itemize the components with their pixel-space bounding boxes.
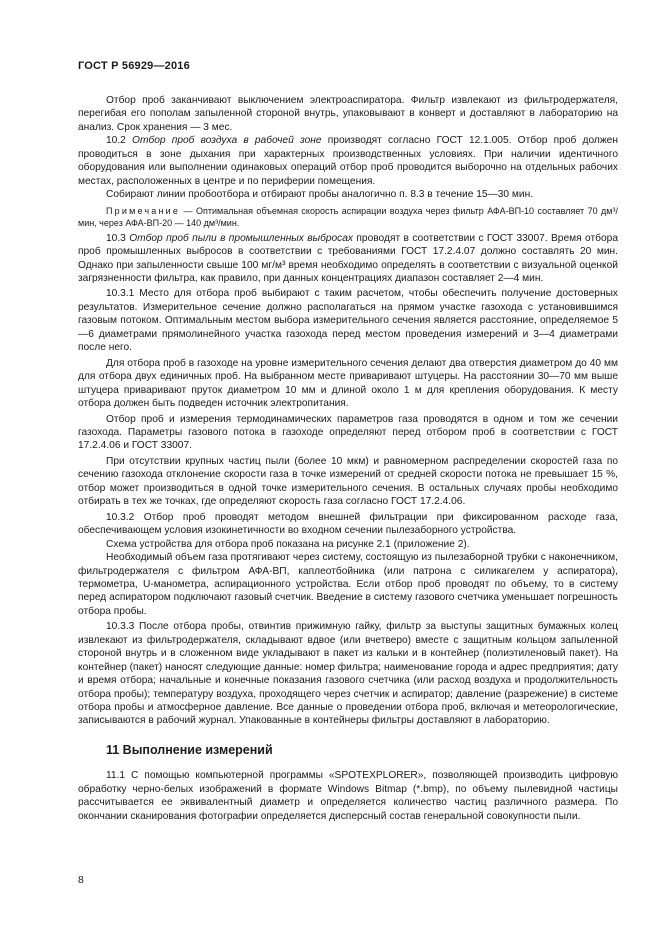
clause-text: проводят в соответствии с ГОСТ 33007. Время отбора проб промышленных выбросов в соответствии с требованиями ГОСТ 17.2.4.07 должно составлять 20 мин. Однако при запыленности свыше 100 мг/м³ время необходимо определять в соответствии с визуальной оценкой загрязненности фильтра, как правило, при данных концентрациях диапазон составляет 2—4 мин. — [78, 232, 618, 284]
paragraph-10-3 — [78, 232, 618, 286]
paragraph: Необходимый объем газа протягивают через систему, состоящую из пылезаборной трубки с наконечником, фильтродержателя с фильтром АФА-ВП, каплеотбойника (или патрона с силикагелем у аспиратора), термометра, U-манометра, аспирационного устройства. Если отбор проб проводят по объему, то в систему перед аспиратором подключают газовый счетчик. Введение в систему газового счетчика уменьшает погрешность отбора пробы. — [78, 552, 618, 617]
paragraph-11-1: 11.1 С помощью компьютерной программы «SPOTEXPLORER», позволяющей производить цифровую обработку черно-белых изображений в формате Windows Bitmap (*.bmp), по объему пылевидной частицы рассчитывается ее эквивалентный диаметр и определяется количество частиц различного размера. По окончании сканирования фотографии определяется дисперсный состав генеральной совокупности пыли. — [78, 770, 618, 822]
document-header: ГОСТ Р 56929—2016 — [78, 60, 190, 72]
note-text: — Оптимальная объемная скорость аспирации воздуха через фильтр АФА-ВП-10 составляет 70 дм³/мин, через АФА-ВП-20 — 140 дм³/мин. — [78, 205, 618, 228]
paragraph: Для отбора проб в газоходе на уровне измерительного сечения делают два отверстия диаметром до 40 мм для отбора двух единичных проб. На выбранном месте приваривают штуцеры. На расстоянии 30—70 мм выше штуцера приваривают пруток диаметром 10 мм и длиной около 1 м для крепления оборудования. К месту отбора должен быть подведен источник электропитания. — [78, 357, 618, 410]
clause-title: Отбор проб пыли в промышленных выбросах — [129, 232, 354, 244]
note — [78, 205, 618, 229]
clause-title: Отбор проб воздуха в рабочей зоне — [132, 135, 322, 147]
paragraph: Отбор проб заканчивают выключением электроаспиратора. Фильтр извлекают из фильтродержателя, перегибая его пополам запыленной стороной внутрь, упаковывают в конверт и доставляют в лабораторию на анализ. Срок хранения — 3 мес. — [78, 95, 618, 133]
clause-number: 10.2 — [106, 135, 133, 147]
note-label: Примечание — [106, 205, 181, 216]
section-heading: 11 Выполнение измерений — [106, 742, 273, 757]
paragraph: Схема устройства для отбора проб показана на рисунке 2.1 (приложение 2). — [106, 538, 470, 550]
paragraph-10-3-1: 10.3.1 Место для отбора проб выбирают с таким расчетом, чтобы обеспечить получение достоверных результатов. Измерительное сечение должно располагаться на прямом участке газохода с установившимся газовым потоком. Оптимальным местом выбора измерительного сечения является расстояние, определяемое 5—6 диаметрами прямолинейного участка газохода перед местом проведения измерений и 3—4 диаметрами после него. — [78, 288, 618, 354]
paragraph-10-2 — [78, 134, 618, 188]
paragraph-10-3-3: 10.3.3 После отбора пробы, отвинтив прижимную гайку, фильтр за выступы защитных бумажных колец извлекают из фильтродержателя, складывают вдвое (или вчетверо) вместе с защитным кольцом запыленной стороной внутрь и в сложенном виде укладывают в пакет из кальки и в контейнер (полиэтиленовый пакет). На контейнер (пакет) наносят следующие данные: номер фильтра; наименование города и адрес предприятия; дату и время отбора; начальные и конечные показания газового счетчика (или расход воздуха и продолжительность отбора пробы); температуру воздуха, проходящего через счетчик и аспиратор; давление (разрежение) в системе отбора пробы и атмосферное давление. Все данные о проведении отбора проб, включая и метеорологические, записываются в рабочий журнал. Упакованные в контейнеры фильтры доставляют в лабораторию. — [78, 621, 618, 727]
page-number: 8 — [78, 874, 84, 886]
page-body — [78, 94, 618, 823]
paragraph: Отбор проб и измерения термодинамических параметров газа проводятся в одном и том же сечении газохода. Параметры газового потока в газоходе определяют перед отбором проб в соответствии с ГОСТ 17.2.4.06 и ГОСТ 33007. — [78, 413, 618, 452]
paragraph: При отсутствии крупных частиц пыли (более 10 мкм) и равномерном распределении скоростей газа по сечению газохода отклонение скорости газа в точке измерений от средней скорости потока не превышает 15 %, отбор может производиться в одной точке измерительного сечения. В остальных случаях пробы необходимо отбирать в тех же точках, где определяют скорость газа согласно ГОСТ 17.2.4.06. — [78, 455, 618, 508]
paragraph-10-3-2: 10.3.2 Отбор проб проводят методом внешней фильтрации при фиксированном расходе газа, обеспечивающем условия изокинетичности во входном сечении пылезаборного устройства. — [78, 511, 618, 537]
clause-number: 10.3 — [106, 232, 130, 244]
clause-text: производят согласно ГОСТ 12.1.005. Отбор проб должен проводиться в зоне дыхания при характерных производственных условиях. При наличии идентичного оборудования или выполнении одинаковых операций отбор проб проводится выборочно на отдельных рабочих местах, расположенных в центре и по периферии помещения. — [78, 135, 618, 187]
paragraph: Собирают линии пробоотбора и отбирают пробы аналогично п. 8.3 в течение 15—30 мин. — [106, 189, 534, 201]
